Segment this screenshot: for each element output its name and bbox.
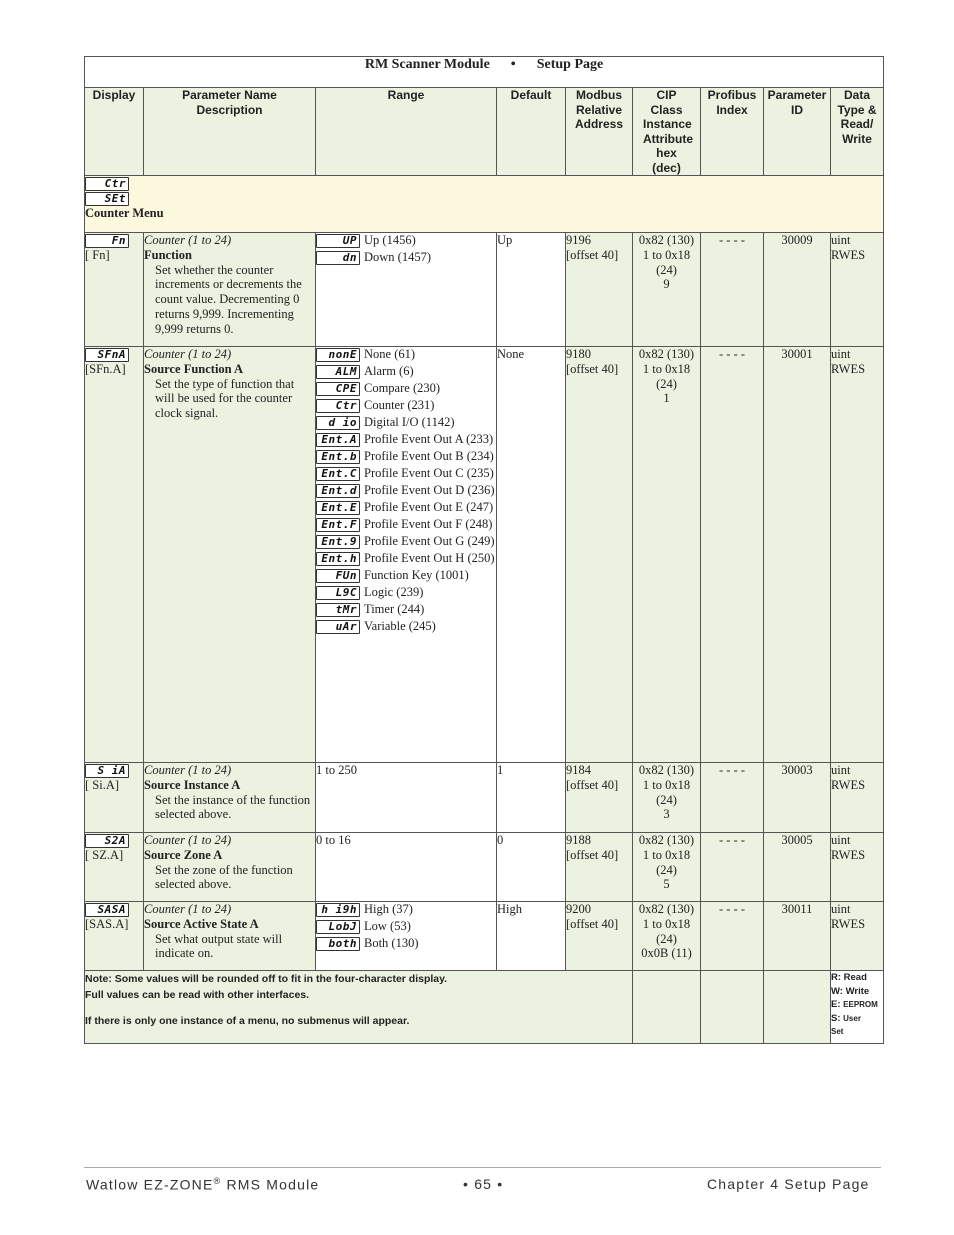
read-write: RWES bbox=[831, 847, 866, 862]
cip-instance: 1 to 0x18 bbox=[642, 247, 691, 262]
range-option bbox=[316, 483, 496, 498]
param-name: Source Function A bbox=[144, 361, 244, 376]
footer-product-2: RMS Module bbox=[221, 1176, 320, 1193]
cip-cell bbox=[633, 347, 701, 763]
data-type: uint bbox=[831, 833, 851, 847]
col-param bbox=[144, 88, 316, 176]
profibus-cell: - - - - bbox=[701, 902, 764, 971]
cip-cell bbox=[633, 833, 701, 902]
param-cell bbox=[144, 763, 316, 833]
display-code: [ Si.A] bbox=[85, 778, 120, 792]
cip-cell bbox=[633, 902, 701, 971]
modbus-cell bbox=[566, 902, 633, 971]
profibus-cell: - - - - bbox=[701, 233, 764, 347]
col-profibus-label: Profibus Index bbox=[707, 88, 757, 117]
col-display: Display bbox=[85, 88, 144, 176]
range-option bbox=[316, 415, 496, 430]
cip-attribute: 9 bbox=[663, 277, 670, 292]
cip-instance-dec: (24) bbox=[656, 931, 677, 946]
note-blank bbox=[633, 971, 701, 1044]
param-scope: Counter (1 to 24) bbox=[144, 833, 232, 847]
param-scope: Counter (1 to 24) bbox=[144, 233, 232, 247]
range-option bbox=[316, 250, 496, 265]
footer-product: Watlow EZ-ZONE bbox=[86, 1176, 214, 1193]
range-option-label: Timer (244) bbox=[364, 602, 425, 616]
range-option bbox=[316, 619, 496, 634]
range-option-label: High (37) bbox=[364, 902, 413, 916]
lcd-display: h i9h bbox=[316, 903, 360, 917]
lcd-display: Ent.b bbox=[316, 450, 360, 464]
table-row bbox=[85, 833, 884, 902]
footer-chapter: Chapter 4 Setup Page bbox=[707, 1176, 870, 1192]
col-param-label: Parameter Name Description bbox=[182, 88, 277, 117]
display-cell bbox=[85, 763, 144, 833]
lcd-display: SASA bbox=[85, 903, 129, 917]
lcd-display: Ent.C bbox=[316, 467, 360, 481]
range-cell bbox=[316, 902, 497, 971]
legend-eeprom-key: E: bbox=[831, 999, 841, 1010]
menu-label: Counter Menu bbox=[85, 206, 164, 220]
data-type-cell bbox=[831, 833, 884, 902]
footer-divider bbox=[84, 1167, 881, 1168]
param-scope: Counter (1 to 24) bbox=[144, 763, 232, 777]
param-name: Function bbox=[144, 247, 192, 262]
param-cell bbox=[144, 833, 316, 902]
lcd-display: Ent.A bbox=[316, 433, 360, 447]
default-cell: High bbox=[497, 902, 566, 971]
read-write: RWES bbox=[831, 916, 866, 931]
legend-read: R: Read bbox=[831, 972, 867, 983]
range-option-label: Profile Event Out C (235) bbox=[364, 466, 494, 480]
note-blank bbox=[701, 971, 764, 1044]
cip-class: 0x82 (130) bbox=[638, 763, 695, 777]
range-option-label: Down (1457) bbox=[364, 250, 432, 264]
display-code: [SAS.A] bbox=[85, 917, 129, 931]
column-headers bbox=[85, 88, 884, 176]
read-write: RWES bbox=[831, 361, 866, 376]
lcd-display: dn bbox=[316, 251, 360, 265]
range-option bbox=[316, 585, 496, 600]
range-option-label: Low (53) bbox=[364, 919, 411, 933]
range-option bbox=[316, 449, 496, 464]
lcd-display: SFnA bbox=[85, 348, 129, 362]
col-profibus bbox=[701, 88, 764, 176]
profibus-cell: - - - - bbox=[701, 833, 764, 902]
profibus-cell: - - - - bbox=[701, 763, 764, 833]
lcd-display: S2A bbox=[85, 834, 129, 848]
default-cell: 0 bbox=[497, 833, 566, 902]
profibus-cell: - - - - bbox=[701, 347, 764, 763]
menu-cell bbox=[85, 176, 884, 233]
legend-userset bbox=[831, 1012, 883, 1026]
col-cip-label: CIP Class Instance Attribute hex (dec) bbox=[643, 88, 693, 175]
note-line: Note: Some values will be rounded off to fit in the four-character display. bbox=[85, 973, 448, 985]
table-row bbox=[85, 347, 884, 763]
cip-instance: 1 to 0x18 bbox=[642, 847, 691, 862]
lcd-display: Fn bbox=[85, 234, 129, 248]
range-option-label: Logic (239) bbox=[364, 585, 424, 599]
legend-eeprom-val: EEPROM bbox=[843, 1000, 878, 1009]
range-cell bbox=[316, 233, 497, 347]
param-cell bbox=[144, 233, 316, 347]
cip-instance: 1 to 0x18 bbox=[642, 916, 691, 931]
range-option-label: Variable (245) bbox=[364, 619, 436, 633]
range-option bbox=[316, 347, 496, 362]
rows-body bbox=[85, 233, 884, 971]
lcd-display: CPE bbox=[316, 382, 360, 396]
range-option-label: Profile Event Out G (249) bbox=[364, 534, 495, 548]
display-cell bbox=[85, 902, 144, 971]
lcd-display: nonE bbox=[316, 348, 360, 362]
param-cell bbox=[144, 347, 316, 763]
note-line: Full values can be read with other interfaces. bbox=[85, 989, 310, 1001]
lcd-display: S iA bbox=[85, 764, 129, 778]
col-param-id bbox=[764, 88, 831, 176]
data-type: uint bbox=[831, 902, 851, 916]
modbus-offset: [offset 40] bbox=[566, 777, 619, 792]
modbus-address: 9188 bbox=[566, 833, 591, 847]
col-range: Range bbox=[316, 88, 497, 176]
cip-class: 0x82 (130) bbox=[638, 233, 695, 247]
range-option bbox=[316, 500, 496, 515]
legend-userset-val: User bbox=[843, 1013, 861, 1023]
lcd-display: UP bbox=[316, 234, 360, 248]
range-option bbox=[316, 432, 496, 447]
range-option-label: Profile Event Out H (250) bbox=[364, 551, 495, 565]
display-code: [ SZ.A] bbox=[85, 848, 124, 862]
default-cell: 1 bbox=[497, 763, 566, 833]
param-name: Source Active State A bbox=[144, 916, 259, 931]
param-name: Source Zone A bbox=[144, 847, 223, 862]
cip-class: 0x82 (130) bbox=[638, 902, 695, 916]
modbus-address: 9200 bbox=[566, 902, 591, 916]
cip-instance-dec: (24) bbox=[656, 792, 677, 807]
range-option-label: Profile Event Out A (233) bbox=[364, 432, 494, 446]
param-cell bbox=[144, 902, 316, 971]
range-option bbox=[316, 568, 496, 583]
param-id-cell: 30011 bbox=[764, 902, 831, 971]
lcd-display: Ent.E bbox=[316, 501, 360, 515]
range-cell bbox=[316, 347, 497, 763]
legend-userset-key: S: bbox=[831, 1012, 841, 1024]
modbus-address: 9180 bbox=[566, 347, 591, 361]
rw-legend bbox=[831, 971, 884, 1044]
cip-instance-dec: (24) bbox=[656, 262, 677, 277]
lcd-display: uAr bbox=[316, 620, 360, 634]
range-option-label: Alarm (6) bbox=[364, 364, 414, 378]
col-cip bbox=[633, 88, 701, 176]
module-name: RM Scanner Module bbox=[364, 57, 490, 72]
lcd-display: Ent.h bbox=[316, 552, 360, 566]
note-row bbox=[85, 971, 884, 1044]
param-id-cell: 30009 bbox=[764, 233, 831, 347]
range-option-label: Both (130) bbox=[364, 936, 419, 950]
legend-write: W: Write bbox=[831, 985, 870, 997]
lcd-display: d io bbox=[316, 416, 360, 430]
range-option bbox=[316, 233, 496, 248]
read-write: RWES bbox=[831, 777, 866, 792]
legend-userset-val2: Set bbox=[831, 1027, 844, 1036]
param-description: Set the zone of the function selected above. bbox=[155, 862, 293, 892]
modbus-cell bbox=[566, 347, 633, 763]
param-scope: Counter (1 to 24) bbox=[144, 347, 232, 361]
lcd-display: ALM bbox=[316, 365, 360, 379]
page-name: Setup Page bbox=[536, 57, 604, 72]
parameter-table bbox=[84, 56, 884, 1044]
default-cell: None bbox=[497, 347, 566, 763]
table-row bbox=[85, 763, 884, 833]
param-description: Set what output state will indicate on. bbox=[155, 931, 283, 961]
range-option-label: None (61) bbox=[364, 347, 416, 361]
range-option-label: Function Key (1001) bbox=[364, 568, 469, 582]
range-option bbox=[316, 364, 496, 379]
read-write: RWES bbox=[831, 247, 866, 262]
title-bullet: • bbox=[510, 57, 516, 72]
range-option-label: Profile Event Out B (234) bbox=[364, 449, 494, 463]
param-description: Set the type of function that will be used for the counter clock signal. bbox=[155, 376, 295, 421]
modbus-cell bbox=[566, 763, 633, 833]
range-option bbox=[316, 534, 496, 549]
lcd-display: FUn bbox=[316, 569, 360, 583]
range-option bbox=[316, 517, 496, 532]
param-name: Source Instance A bbox=[144, 777, 241, 792]
range-option-label: Counter (231) bbox=[364, 398, 435, 412]
table-row bbox=[85, 233, 884, 347]
range-option bbox=[316, 936, 496, 951]
cip-instance: 1 to 0x18 bbox=[642, 777, 691, 792]
cip-attribute: 3 bbox=[663, 807, 670, 822]
modbus-address: 9184 bbox=[566, 763, 591, 777]
cip-attribute: 1 bbox=[663, 391, 670, 406]
page-number: • 65 • bbox=[463, 1176, 504, 1192]
range-cell bbox=[316, 763, 497, 833]
menu-row bbox=[85, 176, 884, 233]
default-cell: Up bbox=[497, 233, 566, 347]
footer-left bbox=[86, 1176, 319, 1193]
display-cell bbox=[85, 233, 144, 347]
range-option-label: Profile Event Out F (248) bbox=[364, 517, 493, 531]
registered-mark: ® bbox=[213, 1176, 222, 1186]
cip-instance-dec: (24) bbox=[656, 862, 677, 877]
param-id-cell: 30001 bbox=[764, 347, 831, 763]
range-option-label: Profile Event Out D (236) bbox=[364, 483, 495, 497]
note-blank bbox=[764, 971, 831, 1044]
range-option-label: Digital I/O (1142) bbox=[364, 415, 455, 429]
data-type-cell bbox=[831, 902, 884, 971]
col-data-type bbox=[831, 88, 884, 176]
modbus-offset: [offset 40] bbox=[566, 847, 619, 862]
param-description: Set the instance of the function selected above. bbox=[155, 792, 311, 822]
lcd-display: Ctr bbox=[316, 399, 360, 413]
lcd-display: SEt bbox=[85, 192, 129, 206]
col-data-type-label: Data Type & Read/ Write bbox=[837, 88, 877, 146]
note-cell bbox=[85, 971, 633, 1044]
data-type: uint bbox=[831, 233, 851, 247]
lcd-display: Ent.F bbox=[316, 518, 360, 532]
cip-instance: 1 to 0x18 bbox=[642, 361, 691, 376]
cip-class: 0x82 (130) bbox=[638, 833, 695, 847]
range-option-label: Profile Event Out E (247) bbox=[364, 500, 494, 514]
param-scope: Counter (1 to 24) bbox=[144, 902, 232, 916]
modbus-offset: [offset 40] bbox=[566, 361, 619, 376]
cip-instance-dec: (24) bbox=[656, 376, 677, 391]
display-code: [ Fn] bbox=[85, 248, 110, 262]
range-text: 1 to 250 bbox=[316, 763, 357, 777]
col-modbus bbox=[566, 88, 633, 176]
cip-cell bbox=[633, 763, 701, 833]
lcd-display: Ent.d bbox=[316, 484, 360, 498]
modbus-cell bbox=[566, 833, 633, 902]
note-line: If there is only one instance of a menu, no submenus will appear. bbox=[85, 1015, 410, 1027]
data-type: uint bbox=[831, 763, 851, 777]
range-text: 0 to 16 bbox=[316, 833, 351, 847]
data-type-cell bbox=[831, 347, 884, 763]
legend-eeprom bbox=[831, 998, 883, 1012]
cip-attribute: 5 bbox=[663, 877, 670, 892]
range-option bbox=[316, 902, 496, 917]
lcd-display: LobJ bbox=[316, 920, 360, 934]
lcd-display: tMr bbox=[316, 603, 360, 617]
lcd-display: Ctr bbox=[85, 177, 129, 191]
lcd-display: Ent.9 bbox=[316, 535, 360, 549]
col-modbus-label: Modbus Relative Address bbox=[574, 88, 624, 131]
range-option-label: Up (1456) bbox=[364, 233, 416, 247]
param-id-cell: 30003 bbox=[764, 763, 831, 833]
range-option bbox=[316, 551, 496, 566]
modbus-offset: [offset 40] bbox=[566, 916, 619, 931]
range-option bbox=[316, 381, 496, 396]
modbus-address: 9196 bbox=[566, 233, 591, 247]
modbus-offset: [offset 40] bbox=[566, 247, 619, 262]
param-id-cell: 30005 bbox=[764, 833, 831, 902]
table-row bbox=[85, 902, 884, 971]
cip-cell bbox=[633, 233, 701, 347]
table-title bbox=[85, 57, 884, 88]
display-cell bbox=[85, 347, 144, 763]
cip-class: 0x82 (130) bbox=[638, 347, 695, 361]
col-param-id-label: Parameter ID bbox=[767, 88, 827, 117]
data-type-cell bbox=[831, 233, 884, 347]
range-option bbox=[316, 398, 496, 413]
display-cell bbox=[85, 833, 144, 902]
range-cell bbox=[316, 833, 497, 902]
range-option-label: Compare (230) bbox=[364, 381, 441, 395]
col-default: Default bbox=[497, 88, 566, 176]
cip-attribute: 0x0B (11) bbox=[641, 946, 692, 961]
modbus-cell bbox=[566, 233, 633, 347]
data-type-cell bbox=[831, 763, 884, 833]
param-description: Set whether the counter increments or decrements the count value. Decrementing 0 returns 9,999. Incrementing 9,999 returns 0. bbox=[155, 262, 302, 336]
lcd-display: both bbox=[316, 937, 360, 951]
range-option bbox=[316, 602, 496, 617]
lcd-display: L9C bbox=[316, 586, 360, 600]
data-type: uint bbox=[831, 347, 851, 361]
range-option bbox=[316, 919, 496, 934]
display-code: [SFn.A] bbox=[85, 362, 126, 376]
range-option bbox=[316, 466, 496, 481]
